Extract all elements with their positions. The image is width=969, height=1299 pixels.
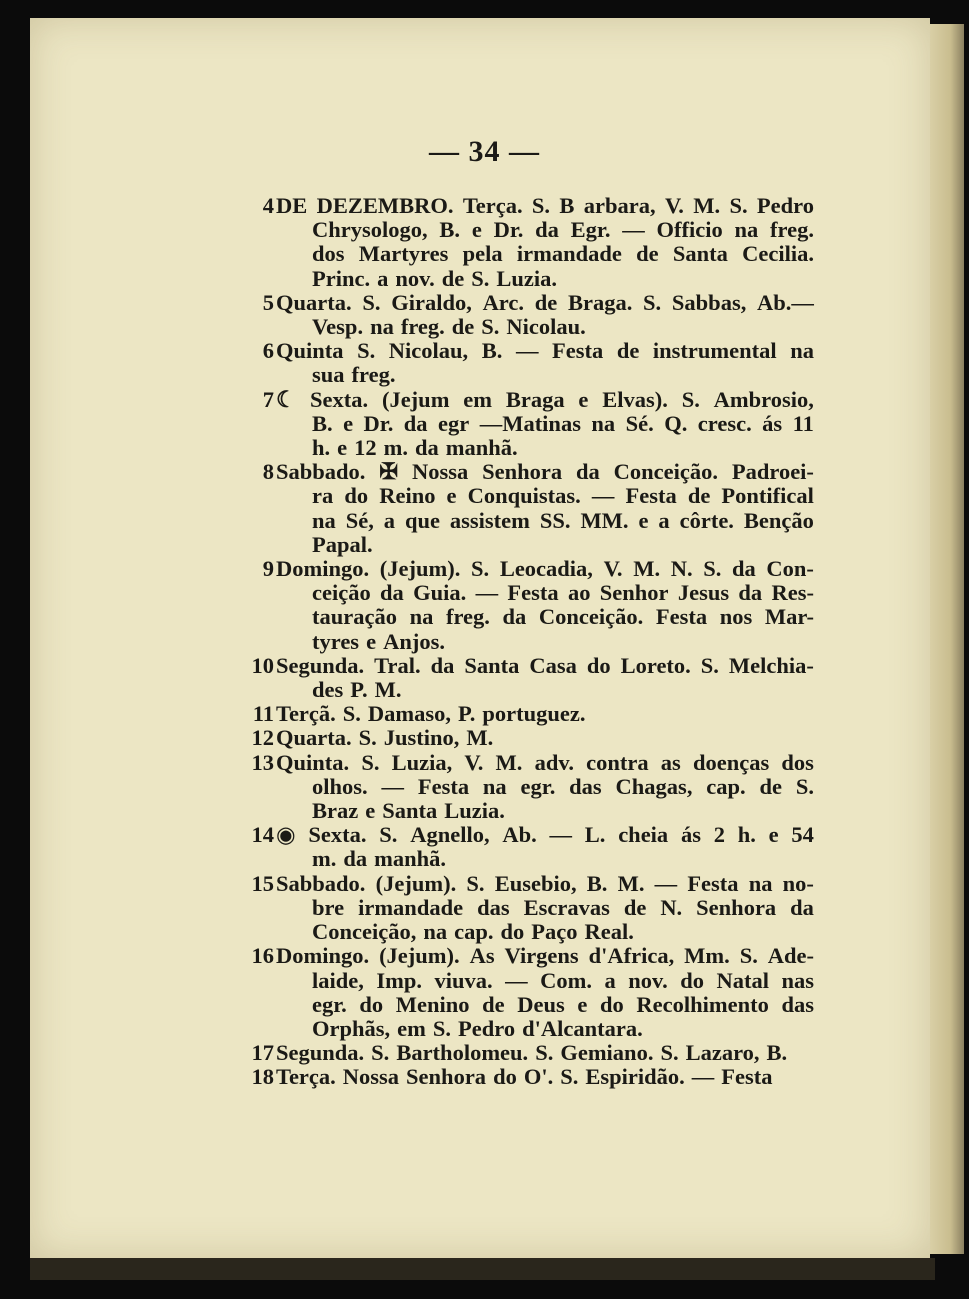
entry-line: Quarta. S. Giraldo, Arc. de Braga. S. Sabbas, Ab.— xyxy=(276,289,814,315)
entry-line: Quinta S. Nicolau, B. — Festa de instrumental na xyxy=(276,338,814,364)
day-number: 11 xyxy=(252,701,274,727)
entry-text xyxy=(276,291,814,339)
entry-line: laide, Imp. viuva. — Com. a nov. do Natal nas xyxy=(312,967,814,993)
entry-line: ☾ Sexta. (Jejum em Braga e Elvas). S. Ambrosio, xyxy=(276,386,814,412)
entry-line: Segunda. Tral. da Santa Casa do Loreto. S. Melchia- xyxy=(276,652,814,678)
entry-text xyxy=(276,388,814,461)
calendar-entry xyxy=(236,944,814,1041)
calendar-entry xyxy=(236,654,814,702)
day-number: 9 xyxy=(262,556,274,582)
entry-text xyxy=(276,654,814,702)
calendar-entry xyxy=(236,726,814,750)
entry-line: Sabbado. (Jejum). S. Eusebio, B. M. — Festa na no- xyxy=(276,870,814,896)
entry-text xyxy=(276,557,814,654)
entry-line: Domingo. (Jejum). S. Leocadia, V. M. N. S. da Con- xyxy=(276,556,814,582)
entry-line: Princ. a nov. de S. Luzia. xyxy=(312,265,558,291)
calendar-entry xyxy=(236,388,814,461)
entry-text xyxy=(276,702,814,726)
entry-line: tauração na freg. da Conceição. Festa nos Mar- xyxy=(312,604,814,630)
day-number: 14 xyxy=(251,822,274,848)
day-number: 17 xyxy=(251,1040,274,1066)
entry-line: DE DEZEMBRO. Terça. S. B arbara, V. M. S. Pedro xyxy=(276,193,814,218)
entry-line: dos Martyres pela irmandade de Santa Cecilia. xyxy=(312,241,814,267)
calendar-entry xyxy=(236,872,814,945)
day-number: 4 xyxy=(262,193,274,218)
entry-line: ◉ Sexta. S. Agnello, Ab. — L. cheia ás 2 h. e 54 xyxy=(276,822,814,848)
entry-line: na Sé, a que assistem SS. MM. e a côrte. Benção xyxy=(312,507,814,533)
entry-line: sua freg. xyxy=(312,362,396,388)
entry-line: Chrysologo, B. e Dr. da Egr. — Officio na freg. xyxy=(312,217,814,243)
entry-line: tyres e Anjos. xyxy=(312,628,445,654)
calendar-entry xyxy=(236,702,814,726)
entry-text xyxy=(276,460,814,557)
calendar-entry xyxy=(236,751,814,824)
entry-line: B. e Dr. da egr —Matinas na Sé. Q. cresc. ás 11 xyxy=(312,410,814,436)
entry-line: Domingo. (Jejum). As Virgens d'Africa, Mm. S. Ade- xyxy=(276,943,814,969)
calendar-entry xyxy=(236,291,814,339)
entry-line: ra do Reino e Conquistas. — Festa de Pontifical xyxy=(312,483,814,509)
day-number: 8 xyxy=(262,459,274,485)
entry-line: Orphãs, em S. Pedro d'Alcantara. xyxy=(312,1015,643,1041)
day-number: 7 xyxy=(262,386,274,412)
entry-line: Quarta. S. Justino, M. xyxy=(276,725,494,751)
entry-line: ceição da Guia. — Festa ao Senhor Jesus da Res- xyxy=(312,580,814,606)
calendar-entry xyxy=(236,339,814,387)
calendar-entry xyxy=(236,557,814,654)
entry-text xyxy=(276,1065,814,1089)
page-bottom-shadow xyxy=(30,1258,935,1280)
entry-line: Segunda. S. Bartholomeu. S. Gemiano. S. Lazaro, B. xyxy=(276,1040,788,1066)
entry-text xyxy=(276,944,814,1041)
entry-line: bre irmandade das Escravas de N. Senhora da xyxy=(312,894,814,920)
entry-line: Papal. xyxy=(312,531,373,557)
entry-text xyxy=(276,823,814,871)
entry-line: Quinta. S. Luzia, V. M. adv. contra as doenças dos xyxy=(276,749,814,775)
entry-line: Terçã. S. Damaso, P. portuguez. xyxy=(276,701,586,727)
calendar-entries xyxy=(236,194,814,1090)
day-number: 10 xyxy=(251,652,274,678)
day-number: 12 xyxy=(251,725,274,751)
entry-text xyxy=(276,194,814,291)
calendar-entry xyxy=(236,823,814,871)
calendar-entry xyxy=(236,1065,814,1089)
calendar-entry xyxy=(236,1041,814,1065)
day-number: 15 xyxy=(251,870,274,896)
entry-line: Braz e Santa Luzia. xyxy=(312,798,505,824)
entry-line: Vesp. na freg. de S. Nicolau. xyxy=(312,314,586,340)
day-number: 16 xyxy=(251,943,274,969)
calendar-entry xyxy=(236,194,814,291)
entry-line: des P. M. xyxy=(312,677,402,703)
entry-text xyxy=(276,339,814,387)
entry-line: olhos. — Festa na egr. das Chagas, cap. de S. xyxy=(312,773,814,799)
page-edge xyxy=(930,24,964,1254)
page-number: — 34 — xyxy=(429,135,540,168)
entry-text xyxy=(276,872,814,945)
day-number: 18 xyxy=(251,1064,274,1090)
calendar-entry xyxy=(236,460,814,557)
day-number: 5 xyxy=(262,289,274,315)
entry-line: h. e 12 m. da manhã. xyxy=(312,435,518,461)
entry-line: Sabbado. ✠ Nossa Senhora da Conceição. Padroei- xyxy=(276,459,814,485)
entry-text xyxy=(276,751,814,824)
entry-line: Terça. Nossa Senhora do O'. S. Espiridão. — Festa xyxy=(276,1064,773,1090)
entry-text xyxy=(276,726,814,750)
entry-line: m. da manhã. xyxy=(312,846,447,872)
entry-line: egr. do Menino de Deus e do Recolhimento das xyxy=(312,991,814,1017)
entry-text xyxy=(276,1041,814,1065)
day-number: 13 xyxy=(251,749,274,775)
entry-line: Conceição, na cap. do Paço Real. xyxy=(312,919,634,945)
day-number: 6 xyxy=(262,338,274,364)
